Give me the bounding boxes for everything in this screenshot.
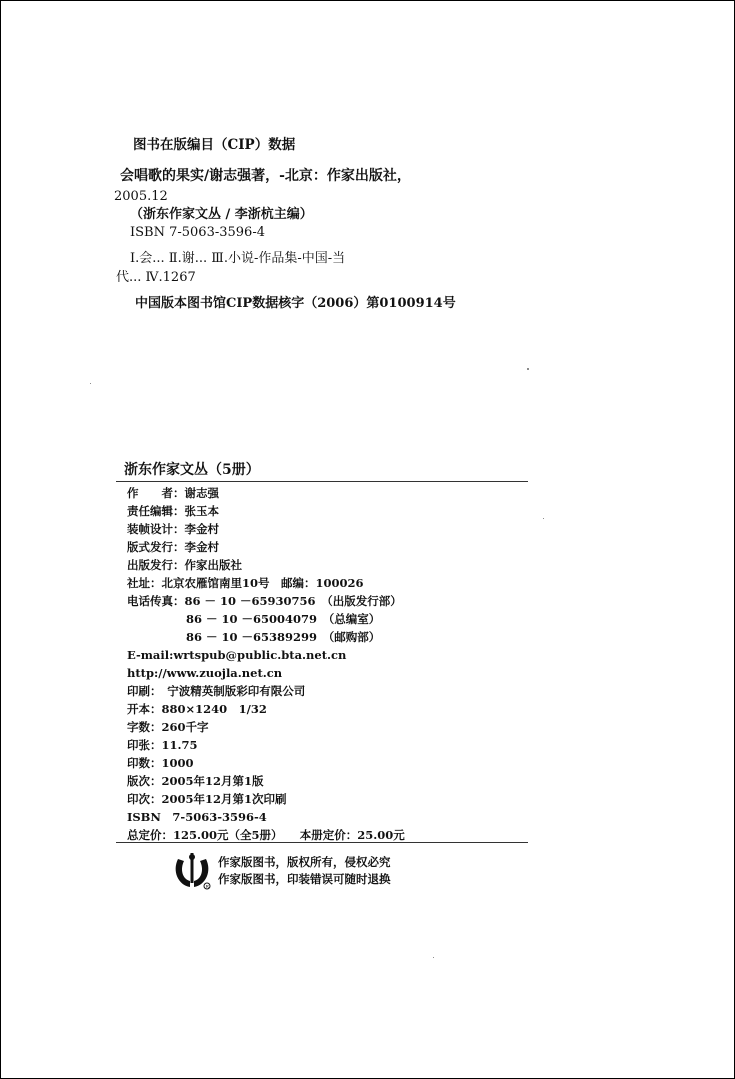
publisher-logo-icon xyxy=(172,851,212,891)
info-row: 电话传真：86 － 10 －65930756 （出版发行部） xyxy=(127,594,402,608)
info-row: 出版发行：作家出版社 xyxy=(127,558,242,572)
divider-bottom xyxy=(116,842,528,843)
info-row: 印张：11.75 xyxy=(127,738,198,752)
price-row: 总定价：125.00元（全5册） 本册定价：25.00元 xyxy=(127,828,405,842)
info-row: 作 者：谢志强 xyxy=(127,486,219,500)
cip-line-6: 代... Ⅳ.1267 xyxy=(116,270,196,285)
info-row: 社址：北京农雁馆南里10号 邮编：100026 xyxy=(127,576,364,590)
info-row-phone: 86 － 10 －65389299 （邮购部） xyxy=(186,630,381,644)
email-text: E-mail:wrtspub@public.bta.net.cn xyxy=(127,648,347,662)
info-row: 版次：2005年12月第1版 xyxy=(127,774,264,788)
svg-text:R: R xyxy=(205,883,209,889)
info-row: 版式发行：李金村 xyxy=(127,540,219,554)
info-row: 责任编辑：张玉本 xyxy=(127,504,219,518)
info-row: 字数：260千字 xyxy=(127,720,209,734)
website-text: http://www.zuojla.net.cn xyxy=(127,666,283,680)
cip-line-3: （浙东作家文丛 / 李浙杭主编） xyxy=(130,207,313,222)
scan-speck xyxy=(433,957,434,958)
info-row-phone: 86 － 10 －65004079 （总编室） xyxy=(186,612,381,626)
replacement-notice: 作家版图书，印装错误可随时退换 xyxy=(218,872,391,886)
divider-top xyxy=(116,481,528,482)
cip-title: 图书在版编目（CIP）数据 xyxy=(133,137,296,153)
scan-speck xyxy=(543,518,544,519)
info-row: ISBN 7-5063-3596-4 xyxy=(127,810,267,824)
copyright-notice: 作家版图书，版权所有，侵权必究 xyxy=(218,855,391,869)
scan-speck xyxy=(90,383,91,384)
cip-line-4: ISBN 7-5063-3596-4 xyxy=(130,225,265,240)
cip-line-7: 中国版本图书馆CIP数据核字（2006）第0100914号 xyxy=(135,296,456,311)
info-row: 装帧设计：李金村 xyxy=(127,522,219,536)
info-row: 开本：880×1240 1/32 xyxy=(127,702,267,716)
info-row: 印刷： 宁波精英制版彩印有限公司 xyxy=(127,684,306,698)
info-row: 印次：2005年12月第1次印刷 xyxy=(127,792,287,806)
info-row: 印数：1000 xyxy=(127,756,194,770)
cip-line-5: Ⅰ.会... Ⅱ.谢... Ⅲ.小说-作品集-中国-当 xyxy=(130,251,346,266)
cip-line-2: 2005.12 xyxy=(114,189,168,204)
scan-speck xyxy=(527,368,529,370)
cip-line-1: 会唱歌的果实/谢志强著，-北京：作家出版社， xyxy=(120,168,411,184)
series-title: 浙东作家文丛（5册） xyxy=(124,462,260,478)
